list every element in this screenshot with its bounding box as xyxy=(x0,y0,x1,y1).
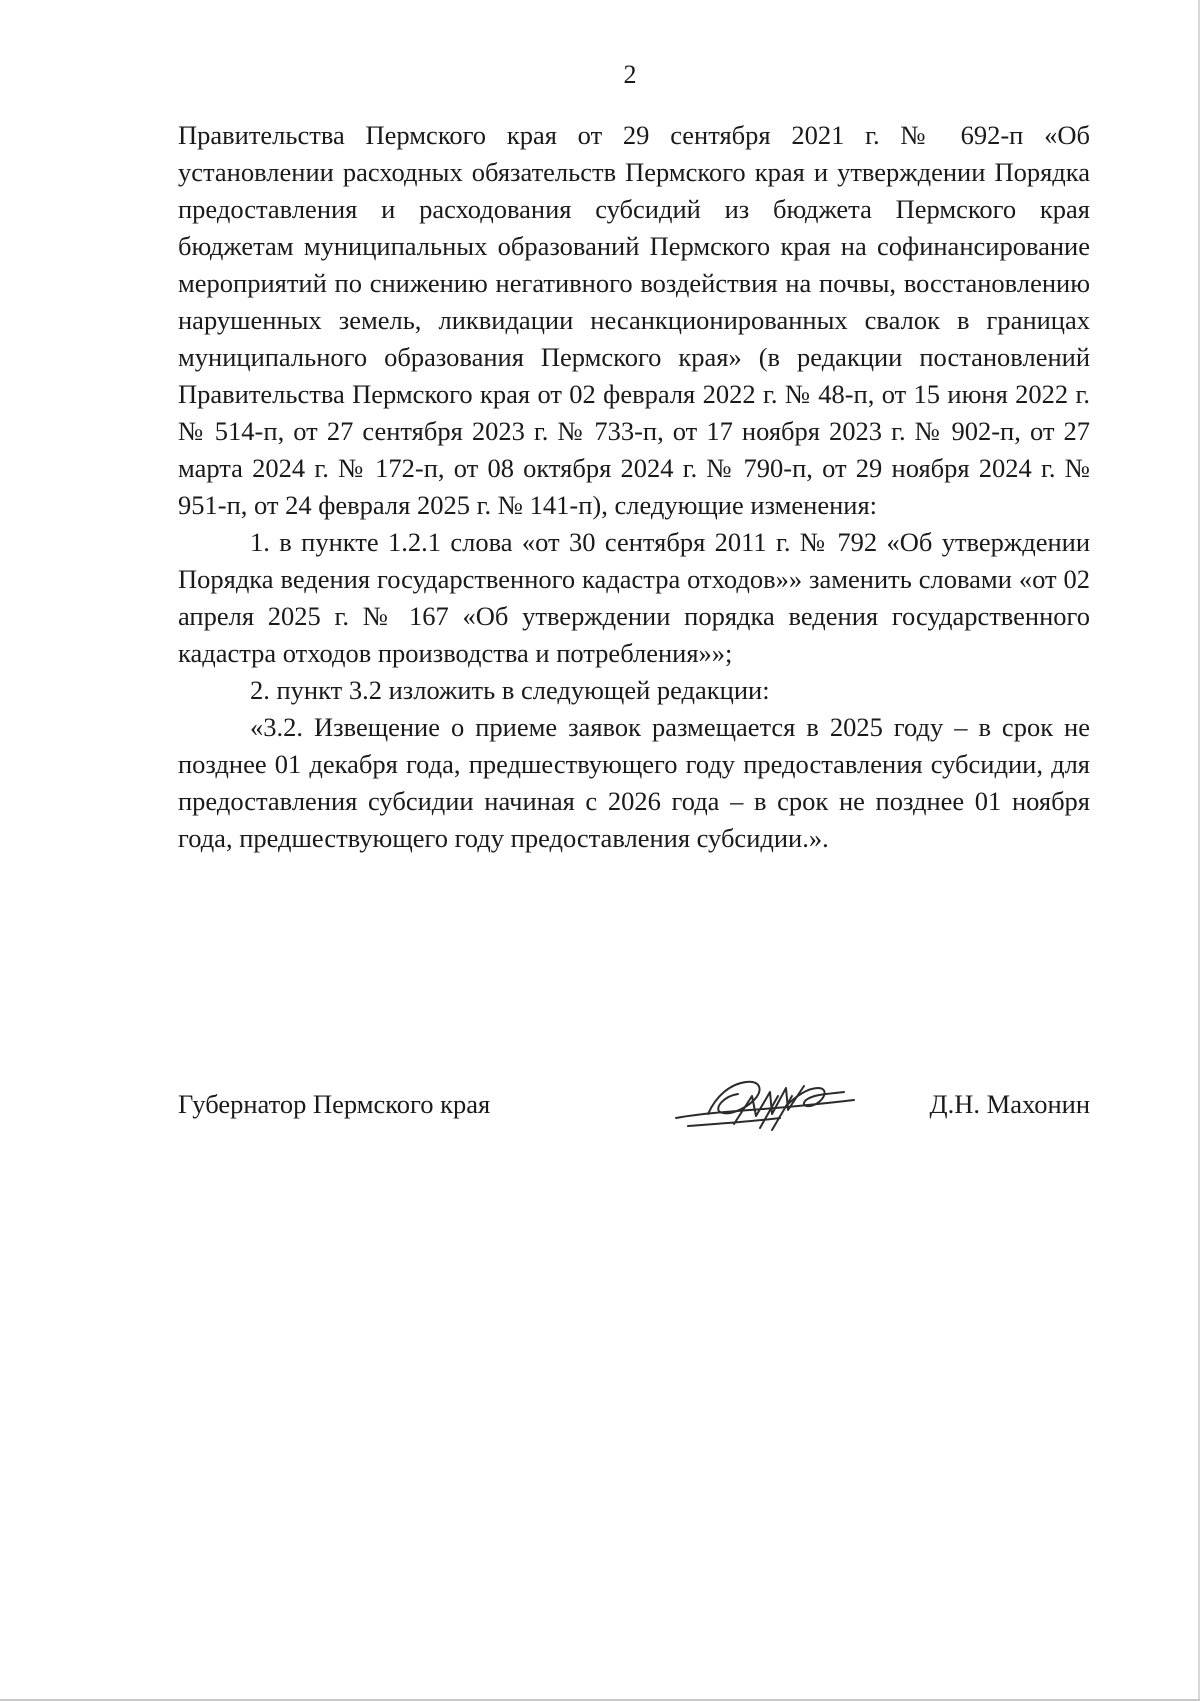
amendment-item-1: 1. в пункте 1.2.1 слова «от 30 сентября 2011 г. № 792 «Об утверждении Порядка ведения государственного кадастра отходов»» заменить словами «от 02 апреля 2025 г. № 167 «Об утверждении порядка ведения государственного кадастра отходов производства и потребления»»; xyxy=(178,527,1090,668)
signature-block xyxy=(178,1086,1090,1126)
document-body xyxy=(178,117,1090,857)
page-number: 2 xyxy=(623,60,637,89)
amendment-item-2: 2. пункт 3.2 изложить в следующей редакции: xyxy=(250,675,770,705)
amendment-quote-3-2: «3.2. Извещение о приеме заявок размещается в 2025 году – в срок не позднее 01 декабря года, предшествующего году предоставления субсидии, для предоставления субсидии начиная с 2026 года – в срок не позднее 01 ноября года, предшествующего году предоставления субсидии.». xyxy=(178,712,1090,853)
signatory-name: Д.Н. Махонин xyxy=(929,1089,1090,1119)
handwritten-signature-icon xyxy=(668,1066,858,1146)
signatory-title: Губернатор Пермского края xyxy=(178,1089,491,1119)
paragraph-amended-resolution: Правительства Пермского края от 29 сентября 2021 г. № 692-п «Об установлении расходных обязательств Пермского края и утверждении Порядка предоставления и расходования субсидий из бюджета Пермского края бюджетам муниципальных образований Пермского края на софинансирование мероприятий по снижению негативного воздействия на почвы, восстановлению нарушенных земель, ликвидации несанкционированных свалок в границах муниципального образования Пермского края» (в редакции постановлений Правительства Пермского края от 02 февраля 2022 г. № 48-п, от 15 июня 2022 г. № 514-п, от 27 сентября 2023 г. № 733-п, от 17 ноября 2023 г. № 902-п, от 27 марта 2024 г. № 172-п, от 08 октября 2024 г. № 790-п, от 29 ноября 2024 г. № 951-п, от 24 февраля 2025 г. № 141-п), следующие изменения: xyxy=(178,120,1090,520)
